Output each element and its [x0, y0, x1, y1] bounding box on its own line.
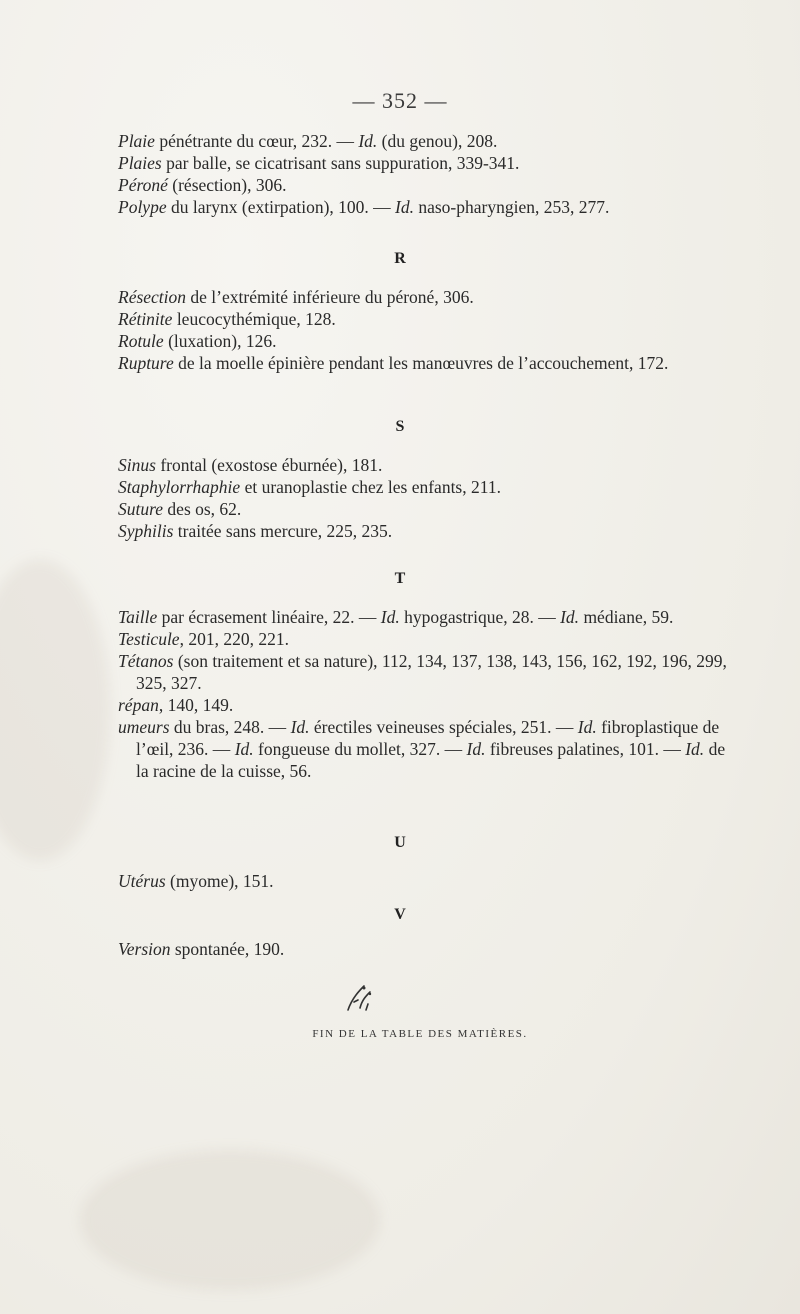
end-colophon: FIN DE LA TABLE DES MATIÈRES.	[312, 1028, 528, 1040]
section-v-entries	[118, 938, 738, 960]
section-u-entries	[118, 870, 738, 892]
index-entry: umeurs du bras, 248. — Id. érectiles veineuses spéciales, 251. — Id. fibroplastique de l’œil, 236. — Id. fongueuse du mollet, 327. — Id. fibreuses palatines, 101. — Id. de la racine de la cuisse, 56.	[118, 717, 726, 781]
index-entry: Plaie pénétrante du cœur, 232. — Id. (du genou), 208.	[118, 131, 498, 151]
section-p-entries	[118, 130, 738, 218]
section-t-entries	[118, 606, 738, 782]
index-entry: Tétanos (son traitement et sa nature), 112, 134, 137, 138, 143, 156, 162, 192, 196, 299, 325, 327.	[118, 651, 727, 693]
paper-stain	[0, 560, 110, 860]
section-letter-u: U	[394, 834, 406, 851]
index-entry: Rupture de la moelle épinière pendant les manœuvres de l’accouchement, 172.	[118, 353, 669, 373]
index-entry: Polype du larynx (extirpation), 100. — Id. naso-pharyngien, 253, 277.	[118, 197, 610, 217]
section-letter-t: T	[394, 570, 406, 587]
index-entry: Suture des os, 62.	[118, 499, 242, 519]
index-entry: Version spontanée, 190.	[118, 939, 285, 959]
index-entry: répan, 140, 149.	[118, 695, 234, 715]
index-entry: Péroné (résection), 306.	[118, 175, 287, 195]
section-letter-s: S	[395, 418, 405, 435]
index-entry: Taille par écrasement linéaire, 22. — Id. hypogastrique, 28. — Id. médiane, 59.	[118, 607, 674, 627]
paper-stain	[80, 1150, 380, 1290]
section-r-entries	[118, 286, 738, 374]
ink-flourish-icon	[340, 980, 380, 1020]
section-s-entries	[118, 454, 738, 542]
index-entry: Résection de l’extrémité inférieure du péroné, 306.	[118, 287, 474, 307]
index-entry: Utérus (myome), 151.	[118, 871, 274, 891]
section-letter-v: V	[394, 906, 406, 923]
index-entry: Sinus frontal (exostose éburnée), 181.	[118, 455, 383, 475]
index-entry: Syphilis traitée sans mercure, 225, 235.	[118, 521, 393, 541]
page-number: — 352 —	[352, 88, 448, 113]
index-entry: Plaies par balle, se cicatrisant sans suppuration, 339-341.	[118, 153, 520, 173]
index-entry: Rétinite leucocythémique, 128.	[118, 309, 336, 329]
index-entry: Testicule, 201, 220, 221.	[118, 629, 289, 649]
index-entry: Staphylorrhaphie et uranoplastie chez les enfants, 211.	[118, 477, 501, 497]
section-letter-r: R	[394, 250, 406, 267]
index-entry: Rotule (luxation), 126.	[118, 331, 277, 351]
